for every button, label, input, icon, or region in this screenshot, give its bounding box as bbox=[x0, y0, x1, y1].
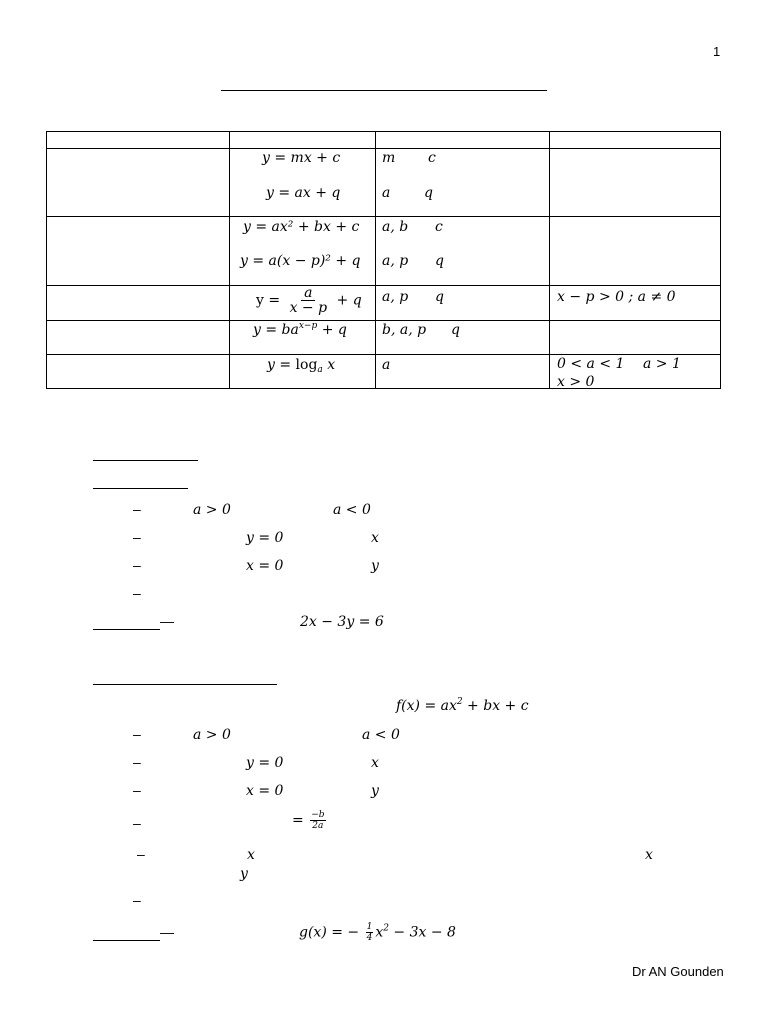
s2-example-line bbox=[93, 940, 160, 941]
formula-quadratic-standard: y = ax² + bx + c bbox=[243, 219, 360, 235]
formula-linear-mx: y = mx + c bbox=[262, 150, 341, 166]
s2-dash-1: – bbox=[133, 726, 141, 742]
title-underline bbox=[221, 90, 547, 91]
s2-dash-4: – bbox=[133, 815, 141, 831]
param-q: q bbox=[424, 185, 433, 201]
param-a: a bbox=[382, 185, 391, 201]
param-a5: a bbox=[382, 357, 391, 373]
param-q3: q bbox=[435, 289, 444, 305]
param-q4: q bbox=[451, 322, 460, 338]
formula-hyperbola: y = $\frac{a}{x - p}$ + q bbox=[256, 285, 362, 316]
s1-x-zero: x = 0 bbox=[246, 558, 284, 574]
param-m: m bbox=[382, 150, 396, 166]
s2-dash-5: – bbox=[137, 846, 145, 862]
formula-exponential: $y = ba^{x-p} + q$ bbox=[253, 321, 347, 338]
note-domain: x − p > 0 ; a ≠ 0 bbox=[557, 289, 676, 305]
s1-a-pos: a > 0 bbox=[193, 502, 231, 518]
section1-subheading-line bbox=[93, 488, 188, 489]
s2-example-equation: g(x) = − $\frac{1}{4}$ $x^2 - 3x - 8$ bbox=[299, 922, 456, 943]
formula-quadratic-vertex: y = a(x − p)² + q bbox=[240, 253, 361, 269]
note-base-gt1: a > 1 bbox=[643, 356, 681, 372]
s1-y: y bbox=[371, 558, 379, 574]
s2-dash-3: – bbox=[133, 782, 141, 798]
s2-a-neg: a < 0 bbox=[362, 727, 400, 743]
section1-heading-line bbox=[93, 460, 198, 461]
s2-function: $f(x) = ax^2$ + bx + c bbox=[396, 697, 529, 714]
param-c2: c bbox=[435, 219, 443, 235]
s1-example-dash: — bbox=[160, 613, 174, 629]
s2-example-dash: — bbox=[160, 924, 174, 940]
s2-y-c: y bbox=[240, 866, 248, 882]
s2-x-zero: x = 0 bbox=[246, 783, 284, 799]
s1-dash-4: – bbox=[133, 585, 141, 601]
section2-heading-line bbox=[93, 684, 277, 685]
param-bap: b, a, p bbox=[382, 322, 427, 338]
functions-table bbox=[46, 131, 721, 389]
s2-dash-2: – bbox=[133, 754, 141, 770]
s2-x-a: x bbox=[247, 847, 255, 863]
page-number: 1 bbox=[713, 44, 721, 59]
footer-author: Dr AN Gounden bbox=[632, 964, 724, 979]
param-ap-3: a, p bbox=[382, 289, 409, 305]
s2-a-pos: a > 0 bbox=[193, 727, 231, 743]
s1-x: x bbox=[371, 530, 379, 546]
s1-a-neg: a < 0 bbox=[333, 502, 371, 518]
s1-example-equation: 2x − 3y = 6 bbox=[300, 614, 384, 630]
s1-example-line bbox=[93, 629, 160, 630]
note-base-range: 0 < a < 1 bbox=[557, 356, 625, 372]
s2-dash-6: – bbox=[133, 892, 141, 908]
s1-dash-2: – bbox=[133, 529, 141, 545]
s2-x-b: x bbox=[645, 847, 653, 863]
param-c: c bbox=[428, 150, 436, 166]
s2-x: x bbox=[371, 755, 379, 771]
s1-dash-3: – bbox=[133, 557, 141, 573]
s2-axis-of-symmetry: = $\frac{-b}{2a}$ bbox=[292, 810, 325, 831]
s1-y-zero: y = 0 bbox=[246, 530, 284, 546]
s2-y: y bbox=[371, 783, 379, 799]
param-ab: a, b bbox=[382, 219, 409, 235]
formula-linear-ax: y = ax + q bbox=[266, 185, 341, 201]
s1-dash-1: – bbox=[133, 501, 141, 517]
param-ap: a, p bbox=[382, 253, 409, 269]
note-x-positive: x > 0 bbox=[557, 374, 595, 390]
param-q2: q bbox=[435, 253, 444, 269]
s2-y-zero: y = 0 bbox=[246, 755, 284, 771]
formula-log: $y = \log_a x$ bbox=[267, 357, 336, 375]
